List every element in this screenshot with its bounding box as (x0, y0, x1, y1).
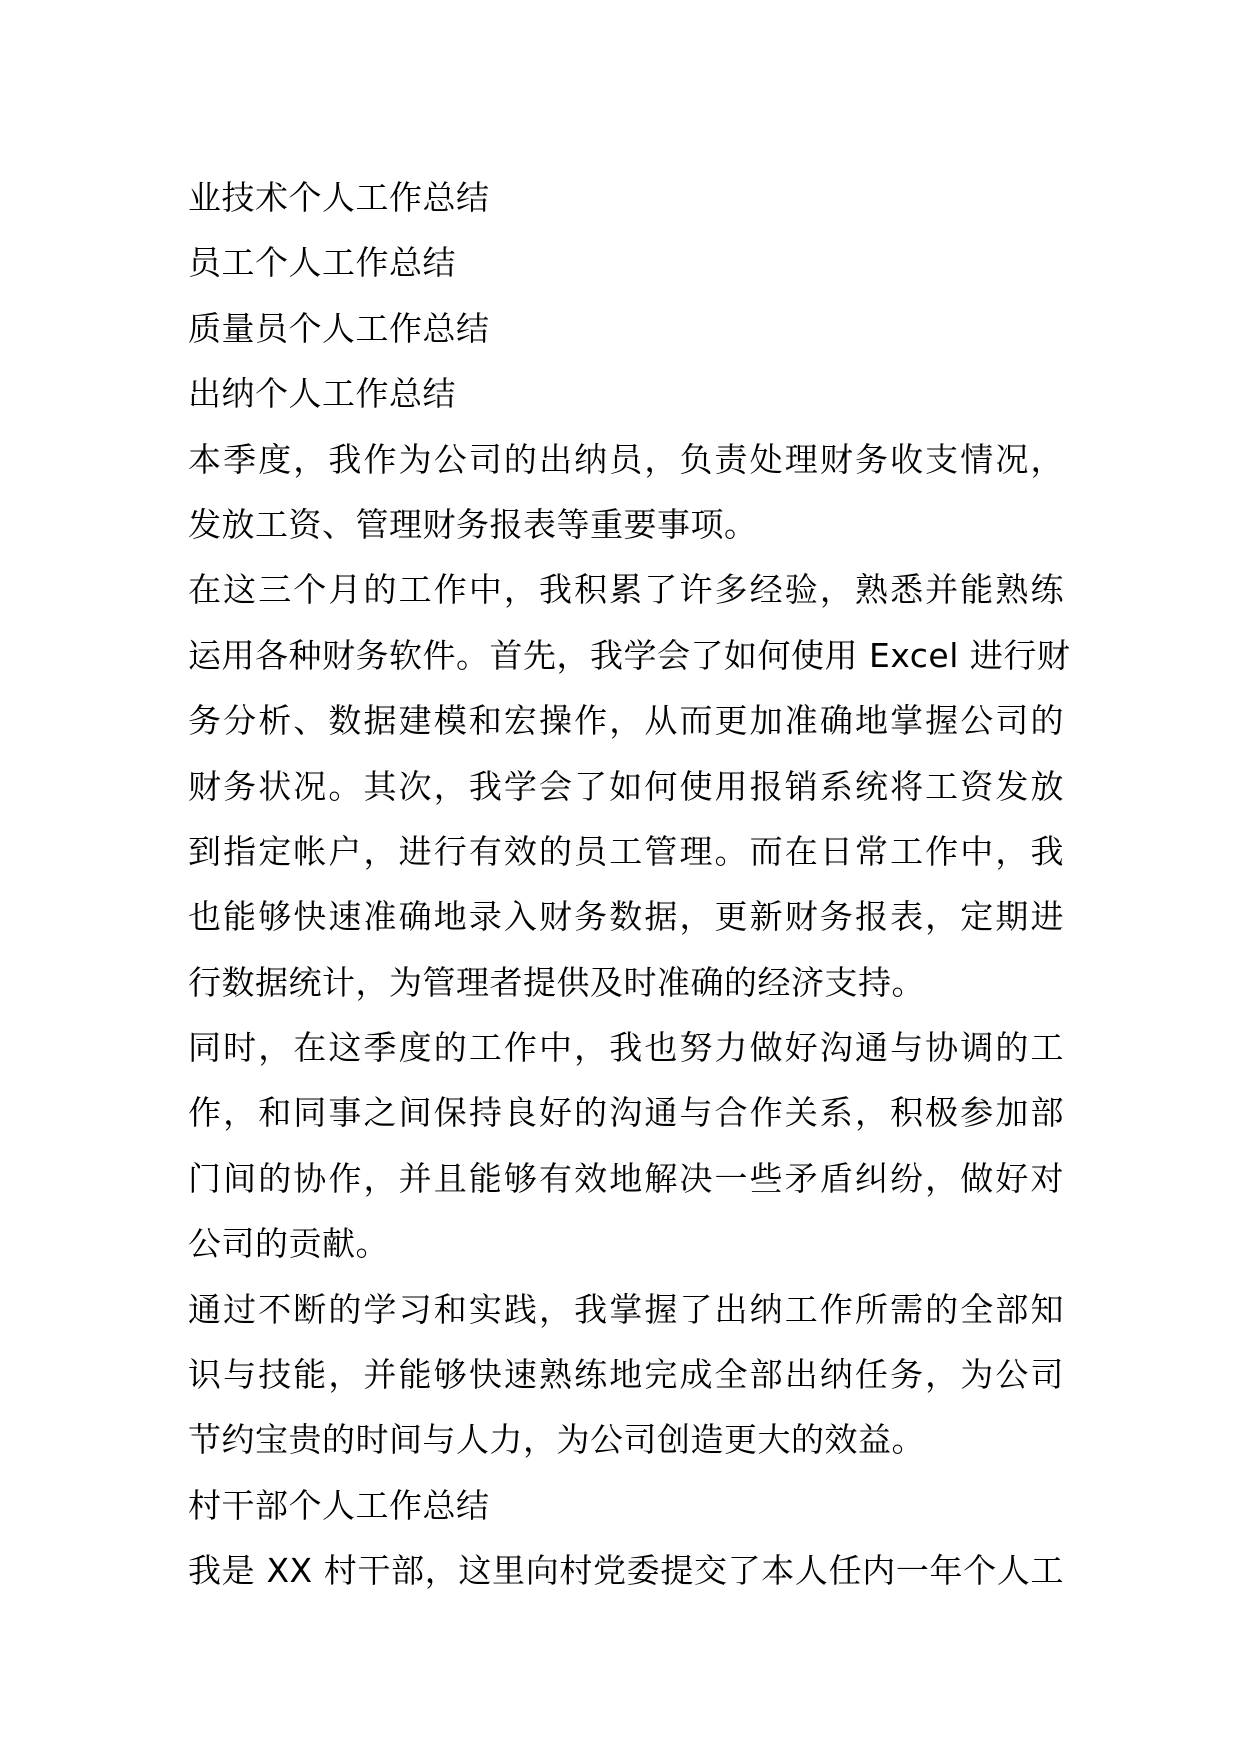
paragraph-line: 发放工资、管理财务报表等重要事项。 (188, 504, 758, 544)
heading-employee-summary: 员工个人工作总结 (188, 243, 456, 283)
paragraph-line: 通过不断的学习和实践，我掌握了出纳工作所需的全部知 (188, 1289, 1064, 1329)
paragraph-line: 行数据统计，为管理者提供及时准确的经济支持。 (188, 962, 925, 1002)
heading-professional-tech-summary: 业技术个人工作总结 (188, 178, 490, 217)
paragraph-line: 本季度，我作为公司的出纳员，负责处理财务收支情况， (188, 439, 1064, 479)
document-page (188, 165, 1071, 1604)
paragraph-line: 我是 XX 村干部，这里向村党委提交了本人任内一年个人工 (188, 1551, 1064, 1591)
paragraph-line: 识与技能，并能够快速熟练地完成全部出纳任务，为公司 (188, 1355, 1064, 1395)
paragraph-line: 在这三个月的工作中，我积累了许多经验，熟悉并能熟练 (188, 570, 1064, 610)
paragraph-line: 到指定帐户，进行有效的员工管理。而在日常工作中，我 (188, 831, 1064, 871)
paragraph-line: 门间的协作，并且能够有效地解决一些矛盾纠纷，做好对 (188, 1158, 1064, 1198)
paragraph-line: 同时，在这季度的工作中，我也努力做好沟通与协调的工 (188, 1028, 1064, 1068)
paragraph-line: 运用各种财务软件。首先，我学会了如何使用 Excel 进行财 (188, 635, 1071, 675)
paragraph-line: 节约宝贵的时间与人力，为公司创造更大的效益。 (188, 1420, 925, 1460)
heading-village-cadre-summary: 村干部个人工作总结 (188, 1485, 490, 1525)
paragraph-line: 公司的贡献。 (188, 1224, 389, 1264)
paragraph-line: 务分析、数据建模和宏操作，从而更加准确地掌握公司的 (188, 701, 1064, 741)
paragraph-line: 作，和同事之间保持良好的沟通与合作关系，积极参加部 (188, 1093, 1064, 1133)
paragraph-line: 也能够快速准确地录入财务数据，更新财务报表，定期进 (188, 897, 1064, 937)
heading-cashier-summary: 出纳个人工作总结 (188, 374, 456, 414)
heading-quality-inspector-summary: 质量员个人工作总结 (188, 308, 490, 348)
paragraph-line: 财务状况。其次，我学会了如何使用报销系统将工资发放 (188, 766, 1064, 806)
